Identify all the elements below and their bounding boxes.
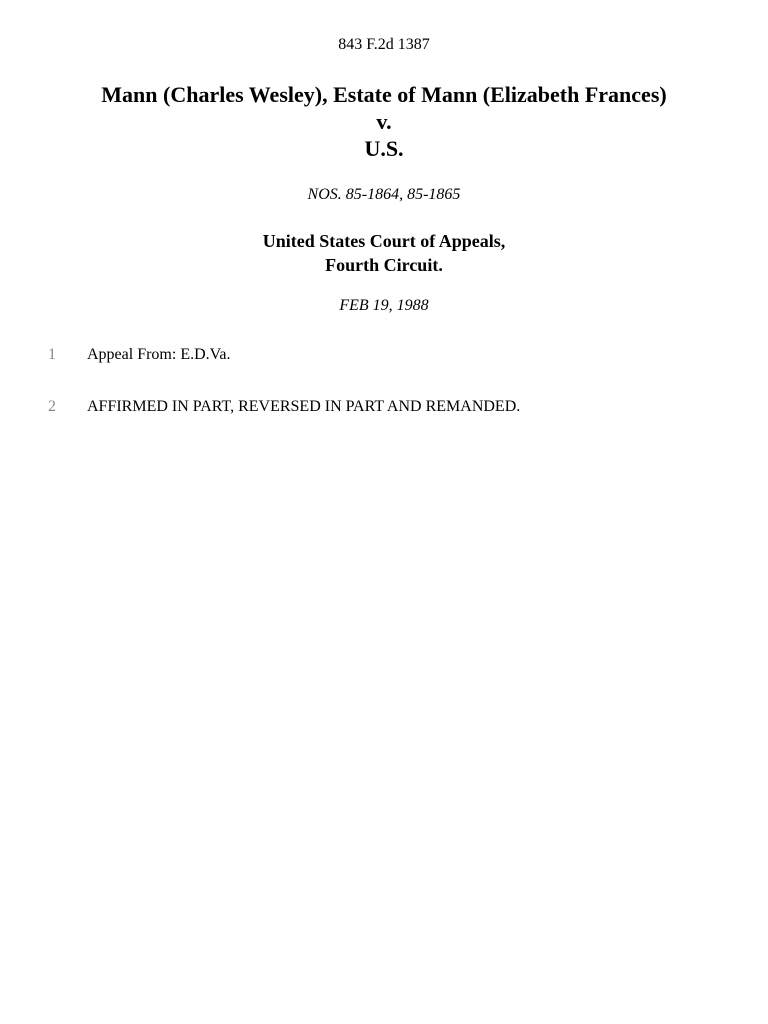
court-name-line-2: Fourth Circuit.: [325, 255, 443, 275]
paragraph-number: 2: [48, 398, 56, 415]
paragraph-number: 1: [48, 346, 56, 363]
case-title-versus: v.: [376, 109, 392, 134]
paragraph-text: Appeal From: E.D.Va.: [87, 346, 231, 363]
citation: 843 F.2d 1387: [338, 36, 430, 53]
case-title-parties: Mann (Charles Wesley), Estate of Mann (Elizabeth Frances): [101, 82, 667, 107]
court-name-line-1: United States Court of Appeals,: [262, 231, 506, 251]
paragraph-text: AFFIRMED IN PART, REVERSED IN PART AND REMANDED.: [87, 398, 521, 415]
decision-date: FEB 19, 1988: [339, 297, 429, 314]
case-title-respondent: U.S.: [364, 136, 404, 161]
case-title: [0, 81, 768, 162]
docket-numbers: NOS. 85-1864, 85-1865: [307, 186, 461, 203]
court-name: [0, 229, 768, 277]
